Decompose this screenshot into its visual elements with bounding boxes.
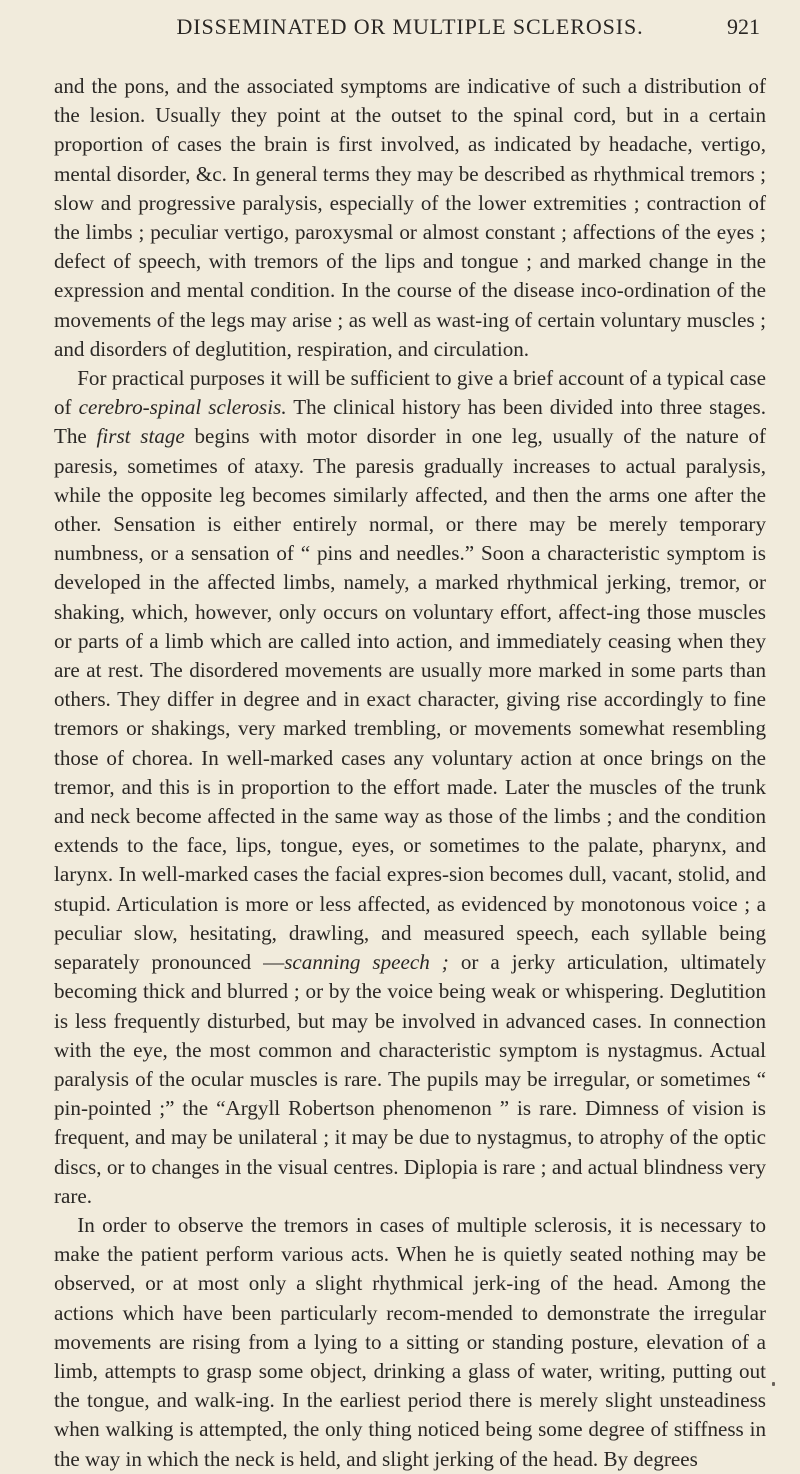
italic-term-scanning-speech: scanning speech ; — [284, 950, 449, 975]
running-title: DISSEMINATED OR MULTIPLE SCLEROSIS. — [176, 14, 644, 39]
paragraph-3: In order to observe the tremors in cases of multiple sclerosis, it is necessary to make the patient perform various acts. When he is quietly seated nothing may be observed, or at most only a slight rhythmical jerk-ing of the head. Among the actions which have been particularly recom-mended to demonstrate the irregular movements are rising from a lying to a sitting or standing posture, elevation of a limb, attempts to grasp some object, drinking a glass of water, writing, putting out the tongue, and walk-ing. In the earliest period there is merely slight unsteadiness when walking is attempted, the only thing noticed being some degree of stiffness in the way in which the neck is held, and slight jerking of the head. By degrees — [54, 1212, 766, 1471]
paragraph-2-text-c: The clinical history has been divided into three stages. The — [54, 395, 766, 449]
ink-speck — [772, 1382, 775, 1386]
paragraph-2 — [54, 364, 766, 1211]
paragraph-1: and the pons, and the associated symptoms are indicative of such a distribution of the lesion. Usually they point at the outset to the spinal cord, but in a certain proportion of cases the brain is first involved, as indicated by headache, vertigo, mental disorder, &c. In general terms they may be described as rhythmical tremors ; slow and progressive paralysis, especially of the lower extremities ; contraction of the limbs ; peculiar vertigo, paroxysmal or almost constant ; affections of the eyes ; defect of speech, with tremors of the lips and tongue ; and marked change in the expression and mental condition. In the course of the disease inco-ordination of the movements of the legs may arise ; as well as wast-ing of certain voluntary muscles ; and disorders of deglutition, respiration, and circulation. — [54, 74, 766, 361]
italic-term-first-stage: first stage — [96, 424, 185, 449]
paragraph-2-text-e: begins with motor disorder in one leg, usually of the nature of paresis, sometimes of ataxy. The paresis gradually increases to actual paralysis, while the opposite leg becomes similarly affected, and then the arms one after the other. Sensation is either entirely normal, or there may be merely temporary numbness, or a sensation of “ pins and needles.” Soon a characteristic symptom is developed in the affected limbs, namely, a marked rhythmical jerking, tremor, or shaking, which, however, only occurs on voluntary effort, affect-ing those muscles or parts of a limb which are called into action, and immediately ceasing when they are at rest. The disordered movements are usually more marked in some parts than others. They differ in degree and in exact character, giving rise accordingly to fine tremors or shakings, very marked trembling, or movements somewhat resembling those of chorea. In well-marked cases any voluntary action at once brings on the tremor, and this is in proportion to the effort made. Later the muscles of the trunk and neck become affected in the same way as those of the limbs ; and the condition extends to the face, lips, tongue, eyes, or sometimes to the palate, pharynx, and larynx. In well-marked cases the facial expres-sion becomes dull, vacant, stolid, and stupid. Articulation is more or less affected, as evidenced by monotonous voice ; a peculiar slow, hesitating, drawling, and measured speech, each syllable being separately pronounced — — [54, 424, 766, 975]
paragraph-2-text-g: or a jerky articulation, ultimately becoming thick and blurred ; or by the voice being weak or whispering. Deglutition is less frequently disturbed, but may be involved in advanced cases. In connection with the eye, the most common and characteristic symptom is nystagmus. Actual paralysis of the ocular muscles is rare. The pupils may be irregular, or sometimes “ pin-pointed ;” the “Argyll Robertson phenomenon ” is rare. Dimness of vision is frequent, and may be unilateral ; it may be due to nystagmus, to atrophy of the optic discs, or to changes in the visual centres. Diplopia is rare ; and actual blindness very rare. — [54, 950, 767, 1208]
running-head — [60, 6, 760, 46]
paragraph-2-text-a: For practical purposes it will be sufficient to give a brief account of a typical case of — [54, 366, 766, 420]
body-text — [54, 72, 766, 1474]
page-number: 921 — [727, 14, 760, 39]
italic-term-cerebro-spinal-sclerosis: cerebro-spinal sclerosis. — [78, 395, 287, 420]
